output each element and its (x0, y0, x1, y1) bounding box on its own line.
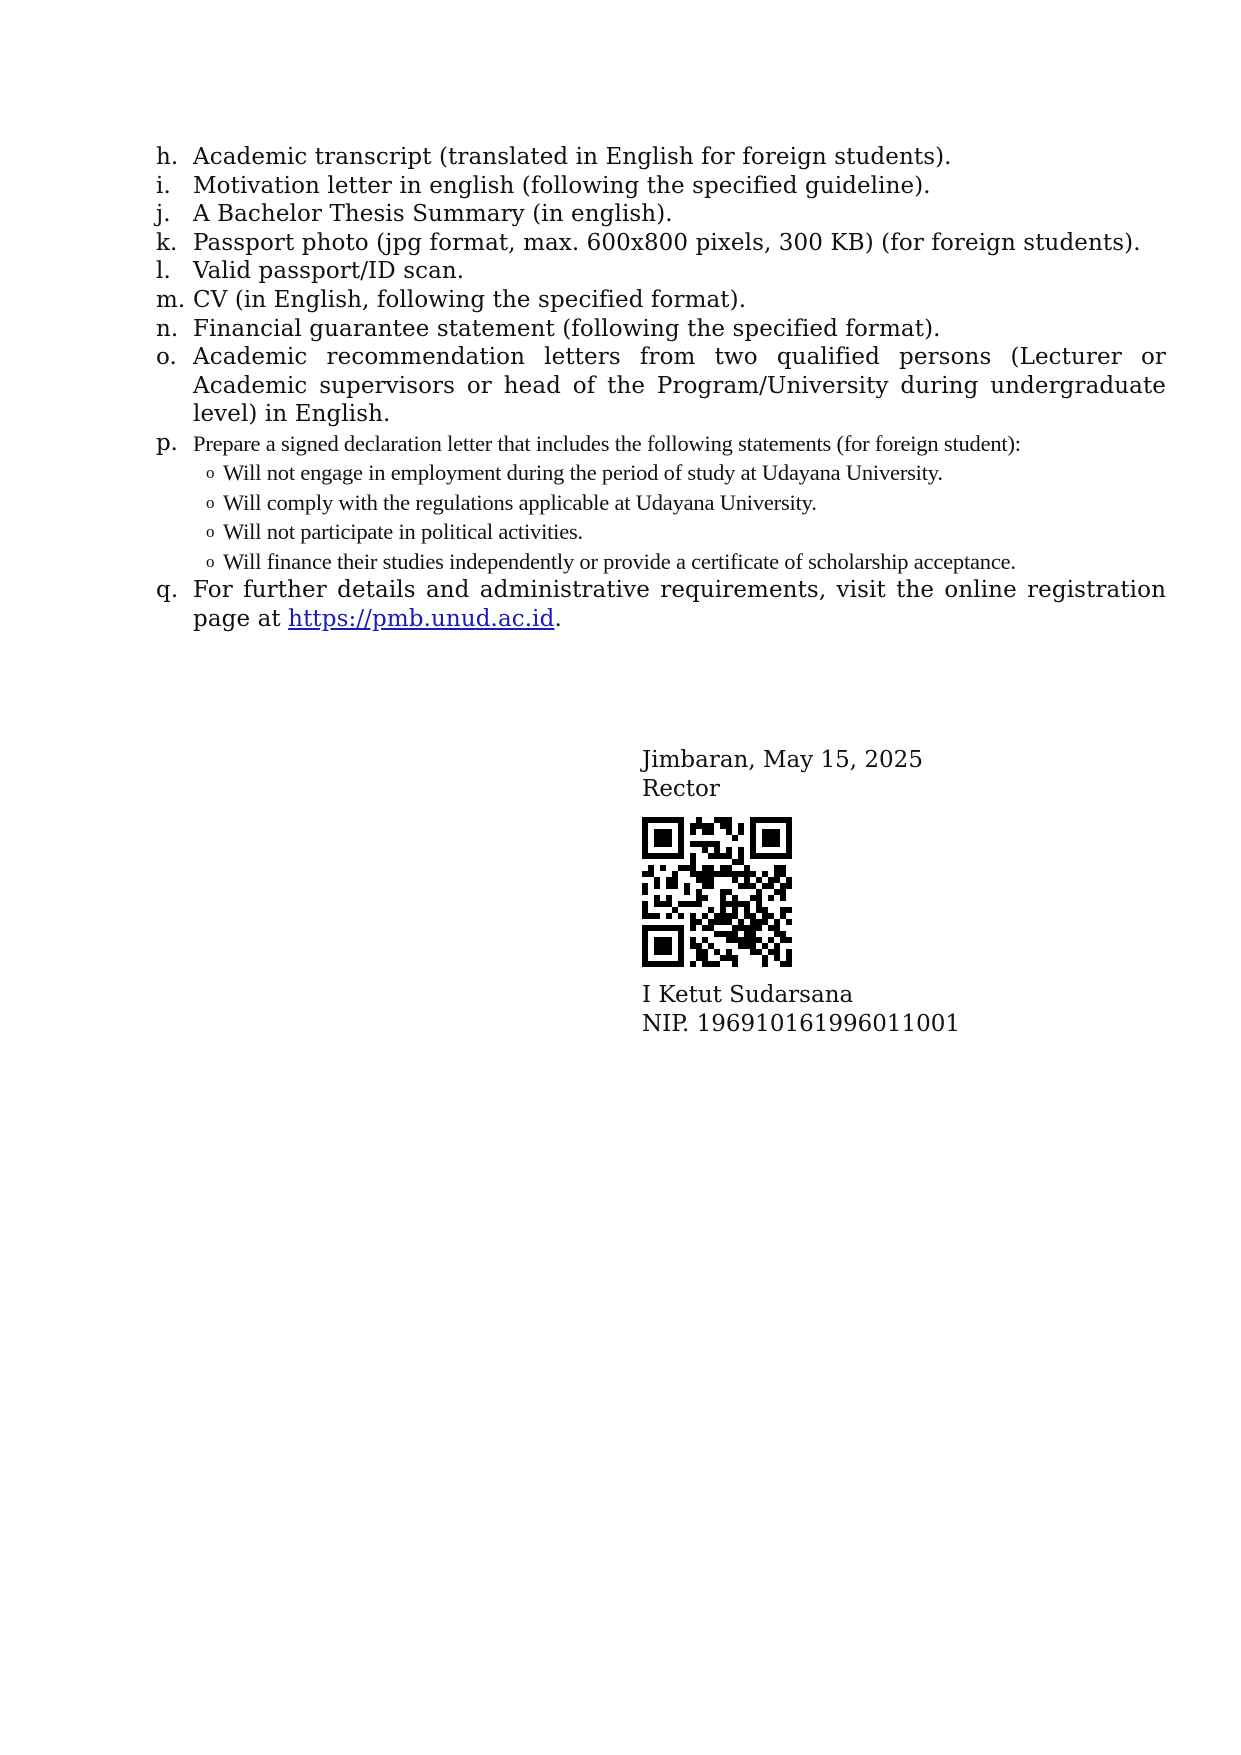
declaration-point-text: Will not engage in employment during the period of study at Udayana University. (223, 460, 943, 486)
further-details-tail: . (554, 606, 562, 633)
declaration-point (206, 517, 1166, 547)
requirement-text: Motivation letter in english (following the specified guideline). (193, 172, 931, 199)
requirement-text: Valid passport/ID scan. (193, 258, 465, 285)
requirement-text: CV (in English, following the specified format). (193, 286, 747, 313)
registration-link[interactable]: https://pmb.unud.ac.id (288, 606, 555, 633)
declaration-intro: Prepare a signed declaration letter that includes the following statements (for foreign student): (193, 430, 1021, 456)
list-item (156, 143, 1166, 172)
signature-block (642, 746, 1062, 1039)
declaration-point-text: Will finance their studies independently or provide a certificate of scholarship acceptance. (223, 548, 1016, 574)
list-marker: h. (156, 144, 179, 170)
list-item (156, 286, 1166, 315)
signer-title: Rector (642, 776, 720, 802)
declaration-point-text: Will not participate in political activities. (223, 519, 583, 545)
list-item (156, 315, 1166, 344)
signer-nip: NIP. 196910161996011001 (642, 1011, 961, 1037)
list-marker: l. (156, 258, 171, 285)
list-marker: o. (156, 344, 177, 371)
list-item (156, 172, 1166, 201)
requirement-text: Passport photo (jpg format, max. 600x800 pixels, 300 KB) (for foreign students). (193, 229, 1141, 256)
list-marker: n. (156, 315, 179, 342)
qr-code-icon (642, 817, 792, 967)
list-item (156, 257, 1166, 286)
list-marker: q. (156, 577, 179, 604)
list-marker: k. (156, 229, 178, 256)
further-details-item (156, 576, 1166, 633)
list-item (156, 343, 1166, 429)
declaration-body (193, 429, 1166, 577)
requirement-text: A Bachelor Thesis Summary (in english). (193, 201, 673, 228)
list-item (156, 200, 1166, 229)
declaration-item (156, 429, 1166, 577)
declaration-points (193, 458, 1166, 576)
list-marker: i. (156, 172, 171, 199)
circle-bullet-icon: o (206, 463, 215, 483)
further-details-lead: For further details and administrative requirements, visit the online registration page at (193, 577, 1166, 633)
circle-bullet-icon: o (206, 551, 215, 571)
declaration-point (206, 488, 1166, 518)
list-marker: p. (156, 429, 178, 456)
list-marker: m. (156, 286, 186, 313)
declaration-point (206, 547, 1166, 577)
place-date: Jimbaran, May 15, 2025 (642, 747, 923, 773)
requirement-text: Financial guarantee statement (following the specified format). (193, 315, 941, 342)
requirement-text: Academic recommendation letters from two qualified persons (Lecturer or Academic supervisors or head of the Program/University during undergraduate level) in English. (193, 344, 1166, 428)
signer-name: I Ketut Sudarsana (642, 982, 854, 1008)
declaration-point (206, 458, 1166, 488)
circle-bullet-icon: o (206, 492, 215, 512)
further-details-text (193, 576, 1166, 633)
list-item (156, 229, 1166, 258)
requirements-list (156, 143, 1166, 634)
circle-bullet-icon: o (206, 522, 215, 542)
declaration-point-text: Will comply with the regulations applicable at Udayana University. (223, 489, 817, 515)
requirement-text: Academic transcript (translated in English for foreign students). (193, 144, 952, 170)
list-marker: j. (156, 201, 171, 228)
